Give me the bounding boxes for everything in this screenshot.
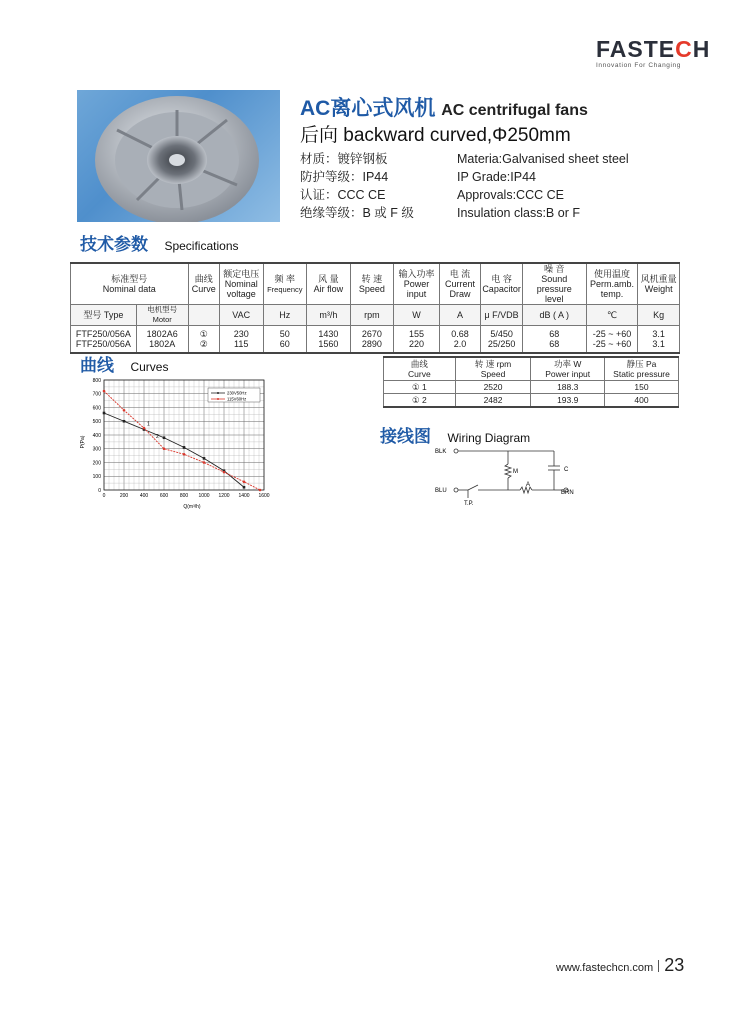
data-point bbox=[243, 480, 246, 483]
x-tick-label: 400 bbox=[139, 493, 149, 499]
label-brn: BRN bbox=[561, 490, 574, 496]
spec-table-units: 型号 Type 电机型号 Motor VAC Hz m³/h rpm W A μ F/VDB dB ( A ) ℃ Kg bbox=[71, 305, 680, 326]
data-point bbox=[243, 486, 246, 489]
spec-table-row: FTF250/056A FTF250/056A 1802A6 1802A ① ② 230 115 50 60 1430 1560 2670 2890 155 220 0.68 2.0 5/450 25/250 68 68 -25 ~ +60 -25 ~ +60 3.1 3.1 bbox=[71, 326, 680, 354]
spec-table-header: 标准型号 Nominal data 曲线 Curve 额定电压 Nominal voltage 频 率 Frequency 风 量 Air flow 转 速 Speed 输入功率 Power input 电 流 Current Draw 电 容 Capacitor 噪 音 Sound pressure level 使用温度 Perm.amb. temp. 风机重量 Weight bbox=[71, 263, 680, 305]
product-subtitle: 后向 backward curved,Φ250mm bbox=[300, 125, 571, 146]
label-blk: BLK bbox=[435, 449, 447, 455]
data-point bbox=[259, 489, 262, 492]
legend-label: 230V50Hz bbox=[227, 390, 247, 396]
label-m: M bbox=[513, 469, 518, 475]
y-axis-label: P(Pa) bbox=[80, 435, 86, 449]
y-tick-label: 0 bbox=[98, 487, 101, 494]
x-tick-label: 800 bbox=[179, 493, 189, 499]
x-tick-label: 0 bbox=[102, 493, 106, 499]
x-tick-label: 1400 bbox=[238, 493, 250, 499]
curve-chart bbox=[76, 372, 276, 514]
data-point bbox=[103, 390, 106, 393]
spec-table bbox=[70, 262, 680, 354]
legend-marker bbox=[217, 392, 219, 394]
y-tick-label: 700 bbox=[92, 391, 101, 398]
y-tick-label: 500 bbox=[92, 419, 101, 426]
product-photo bbox=[77, 90, 280, 222]
curve-table-row: ① 2 2482 193.9 400 bbox=[384, 394, 679, 408]
curve-table-header: 曲线 Curve 转 速 rpm Speed 功率 W Power input 静压 Pa Static pressure bbox=[384, 357, 679, 381]
series-line bbox=[104, 391, 260, 490]
label-tp: T.P. bbox=[464, 501, 474, 507]
y-tick-label: 100 bbox=[92, 474, 101, 481]
specifications-heading: 技术参数 Specifications bbox=[80, 235, 239, 254]
x-tick-label: 1000 bbox=[198, 493, 210, 499]
label-a: A bbox=[526, 482, 531, 488]
curve-table-row: ① 1 2520 188.3 150 bbox=[384, 381, 679, 394]
legend-label: 115V60Hz bbox=[227, 396, 247, 402]
y-tick-label: 600 bbox=[92, 405, 101, 412]
footer-url[interactable]: www.fastechcn.com bbox=[556, 962, 654, 974]
y-tick-label: 200 bbox=[92, 460, 101, 467]
brand-tagline: Innovation For Changing bbox=[596, 62, 681, 69]
x-tick-label: 200 bbox=[119, 493, 129, 499]
x-tick-label: 1200 bbox=[218, 493, 230, 499]
x-axis-label: Q(m³/h) bbox=[183, 504, 201, 510]
curve-table bbox=[383, 356, 679, 408]
y-tick-label: 300 bbox=[92, 446, 101, 453]
data-point bbox=[183, 446, 186, 449]
data-point bbox=[123, 409, 126, 412]
curves-heading: 曲线 Curves bbox=[80, 356, 169, 375]
data-point bbox=[203, 461, 206, 464]
data-point bbox=[203, 457, 206, 460]
data-point bbox=[223, 471, 226, 474]
wiring-heading: 接线图 Wiring Diagram bbox=[380, 427, 531, 446]
curve-annotation: 1 bbox=[147, 421, 150, 428]
brand-logo: FASTECH Innovation For Changing bbox=[596, 36, 711, 69]
label-c: C bbox=[564, 467, 569, 473]
specs-en: Materia:Galvanised sheet steel IP Grade:IP44 Approvals:CCC CE Insulation class:B or F bbox=[457, 152, 629, 220]
footer bbox=[556, 955, 684, 976]
label-blu: BLU bbox=[435, 488, 447, 494]
data-point bbox=[143, 427, 146, 430]
y-tick-label: 800 bbox=[92, 377, 101, 384]
data-point bbox=[163, 447, 166, 450]
curve-annotation: 2 bbox=[156, 433, 159, 440]
x-tick-label: 1600 bbox=[258, 493, 270, 499]
product-title: AC离心式风机 AC centrifugal fans bbox=[300, 97, 588, 120]
page-number: 23 bbox=[664, 955, 685, 975]
legend-marker bbox=[217, 398, 219, 400]
specs-cn: 材质：镀锌钢板 防护等级：IP44 认证：CCC CE 绝缘等级：B 或 F 级 bbox=[300, 152, 414, 220]
x-tick-label: 600 bbox=[159, 493, 169, 499]
data-point bbox=[183, 453, 186, 456]
y-tick-label: 400 bbox=[92, 432, 101, 439]
data-point bbox=[103, 412, 106, 415]
data-point bbox=[123, 420, 126, 423]
data-point bbox=[163, 436, 166, 439]
wiring-diagram bbox=[430, 442, 580, 512]
